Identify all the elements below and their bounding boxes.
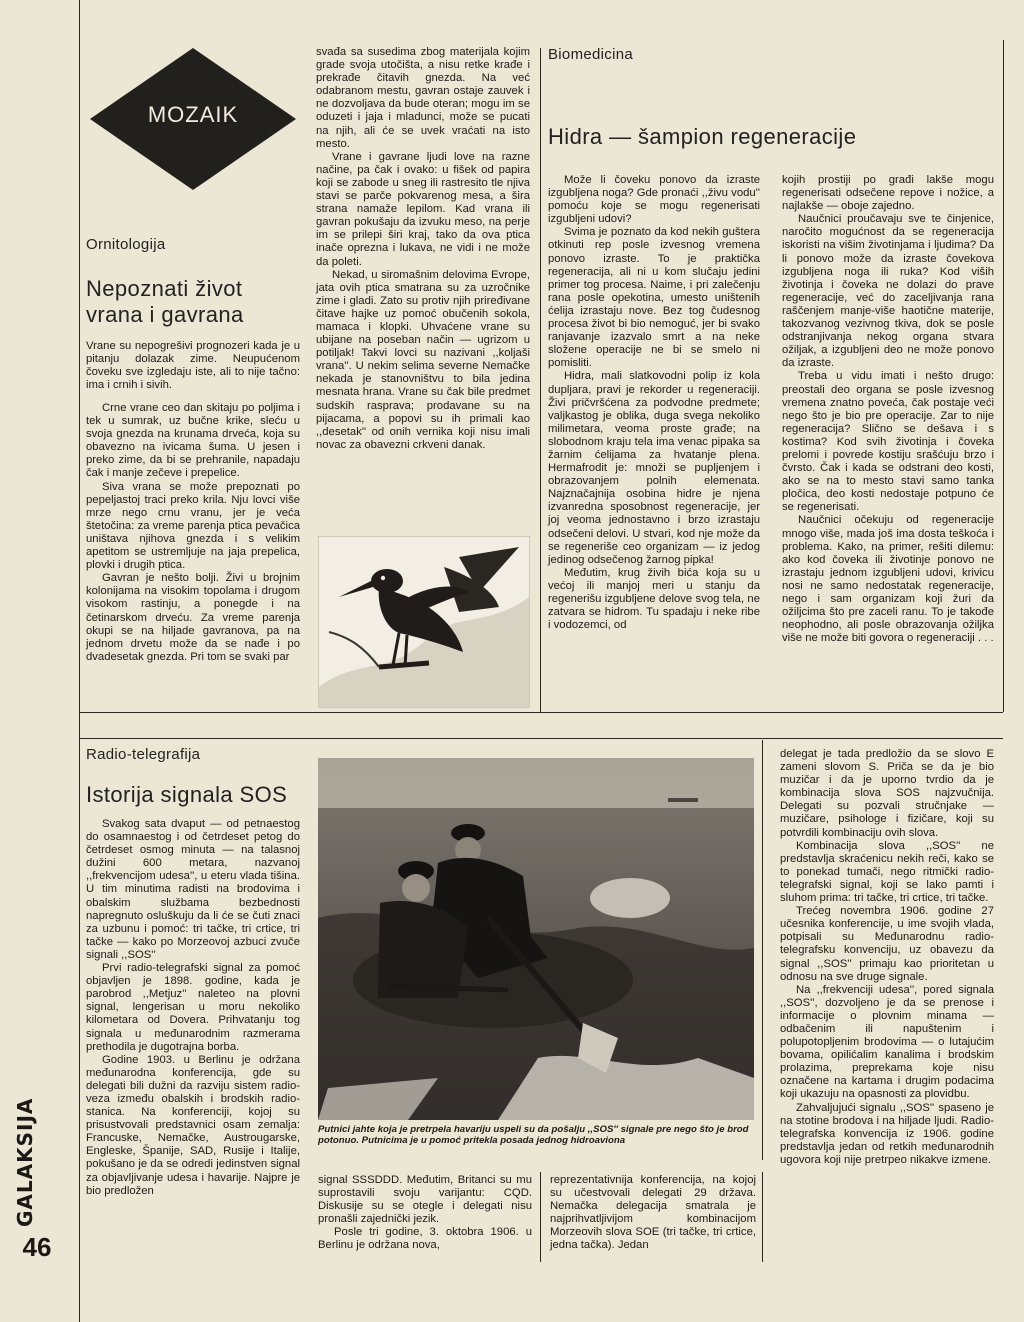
art3-col3 xyxy=(550,1174,756,1253)
art3-col4-p3: Trećeg novembra 1906. godine 27 učesnika konferencije, u ime svojih vlada, potpisali su Međunarodnu radio-telegrafsku konvenciju, uz obavezu da signal ,,SOS'' primaju kao prioritetan u odnosu na sve druge signale. xyxy=(780,905,994,983)
column-divider-bottom-2 xyxy=(762,1172,763,1262)
art1-col1-p3: Gavran je nešto bolji. Živi u brojnim kolonijama na visokim topolama i drugom visokom rastinju, a ponegde i na četinarskom drveću. Za vreme parenja okupi se na hiljade gavranova, pa na jednom drvetu može da se nađe i po dvadesetak gnezda. Pri tom se svaki par xyxy=(86,572,300,663)
magazine-name: GALAKSIJA xyxy=(13,1097,37,1227)
art3-col1-p3: Godine 1903. u Berlinu je održana međunarodna konferencija, gde su delegati bili dužni da razviju sistem radio-veza između obalskih i brodskih radio-stanica. Na konferenciji, kojoj su prisustvovali predstavnici osam zemalja: Francuske, Nemačke, Austrougarske, Engleske, Španije, SAD, Rusije i Italije, pokušano je da se odredi jedinstven signal za objavljivanje udesa i havarije. Najpre je bio predložen xyxy=(86,1053,300,1197)
left-margin-rule xyxy=(79,0,80,1322)
column-divider-right xyxy=(762,740,763,1160)
art3-section: Radio-telegrafija xyxy=(86,746,201,763)
horizontal-rule-upper xyxy=(79,712,1003,713)
art2-title: Hidra — šampion regeneracije xyxy=(548,124,857,149)
art1-title-line2: vrana i gavrana xyxy=(86,302,244,327)
art2-col2-p3: Treba u vidu imati i nešto drugo: preostali deo organa se posle izvesnog vremena znatno poveća, čak postaje veći nego što je bio pre operacije. Zar to nije regeneracija? Slično se dešava i s kostima? Kod svih životinja i čoveka prelomi i povrede kostiju srašćuju brzo i čvrsto. Čak i kada se odstrani deo kosti, ako se na to mesto stavi samo tanka pločica, deo kosti nedostaje potpuno će se regenerisati. xyxy=(782,370,994,514)
photo-caption: Putnici jahte koja je pretrpela havariju uspeli su da pošalju ,,SOS'' signale pre nego što je brod potonuo. Putnicima je u pomoć pritekla posada jednog hidroaviona xyxy=(318,1124,749,1147)
art1-col2-p2: Vrane i gavrane ljudi love na razne načine, pa čak i ovako: u fišek od papira koji se zabode u sneg ili rastresito tle njiva stavi se parče pokvarenog mesa, a šira strana namaže lepilom. Kad vrana ili gavran pokušaju da izvuku meso, na perje im se prilepi širi kraj, tako da ova ptica inače oprezna i lukava, ne vidi i ne može da poleti. xyxy=(316,150,530,268)
art2-col1-p3: Hidra, mali slatkovodni polip iz kola dupljara, pravi je rekorder u regeneraciji. Živi pričvršćena za podvodne predmete; valjkastog je oblika, duga svega nekoliko milimetara, veoma proste građe; na slobodnom kraju tela ima venac pipaka sa žarnim ćelijama za hvatanje plena. Hermafrodit je: množi se pupljenjem i obrazovanjem polnih elemenata. Najznačajnija osobina hidre je njena izvanredna sposobnost regeneracije, jer joj veoma jednostavno i brzo izrastaju odsečeni delovi. U stvari, kod nje može da se regeneriše ceo organizam — iz jedog jedinog odsečenog žarnog pipka! xyxy=(548,370,760,566)
art1-lede: Vrane su nepogrešivi prognozeri kada je u pitanju dolazak zime. Neupućenom čoveku sve izgledaju iste, ali to nije tačno: ima i crnih i sivih. xyxy=(86,340,300,392)
art1-col2-p3: Nekad, u siromašnim delovima Evrope, jata ovih ptica smatrana su za uzročnike zime i gladi. Zato su protiv njih priređivane čitave hajke uz pomoć obučenih sokola, mamaca i klopki. Uhvaćene vrane su ubijane na poseban način — ugrizom u potiljak! Takvi lovci su nazivani ,,koljaši vrana''. U nekim selima severne Nemačke nekada je stanovništvu to bila jedina mesnata hrana. Vrane su čak bile predmet sudskih rasprava; prodavane su na pijacama, a popovi su ih primali kao ,,desetak'' od onih vernika koji nisu imali novac za obavezni crkveni danak. xyxy=(316,268,530,451)
art1-col1 xyxy=(86,402,300,664)
crow-illustration xyxy=(318,536,530,708)
art1-col1-p1: Crne vrane ceo dan skitaju po poljima i tek u sumrak, uz bučne krike, sleću u svoja gnezda na krunama drveća, koja su obavezno na ivicama šuma. U jesen i preko zime, da bi se prehranile, napadaju čak i manje zečeve i prepelice. xyxy=(86,402,300,480)
art2-col1 xyxy=(548,174,760,632)
column-divider-top xyxy=(540,48,541,712)
art3-col1-p2: Prvi radio-telegrafski signal za pomoć objavljen je 1898. godine, kada je parobrod ,,Metjuz'' naleteo na plovni signal, lengerisan u moru nekoliko kilometara od Dovera. Prihvatanju tog signala u međunarodnim razmerama prethodila je dugotrajna borba. xyxy=(86,962,300,1053)
art2-col1-p1: Može li čoveku ponovo da izraste izgubljena noga? Gde pronaći ,,živu vodu'' pomoću koje se mogu regenerisati izgubljeni udovi? xyxy=(548,174,760,226)
art3-col1 xyxy=(86,818,300,1198)
art2-col2-p1: kojih prostiji po građi lakše mogu regenerisati odsečene repove i nožice, a najlakše — oboje zajedno. xyxy=(782,174,994,213)
art3-title: Istorija signala SOS xyxy=(86,782,288,807)
art1-col2 xyxy=(316,46,530,452)
art3-col2-p2: Posle tri godine, 3. oktobra 1906. u Berlinu je održana nova, xyxy=(318,1226,532,1252)
art3-col2-p1: signal SSSDDD. Međutim, Britanci su mu suprostavili svoju varijantu: CQD. Diskusije su se otegle i delegati nisu pronašli zajednički jezik. xyxy=(318,1174,532,1226)
art1-col1-p2: Siva vrana se može prepoznati po pepeljastoj traci preko krila. Nju lovci više mrze nego crnu vranu, jer je veća štetočina: za vreme parenja ptica pevačica uništava njihova gnezda i s velikim apetitom se ustremljuje na jaja prepelica, plovki i drugih ptica. xyxy=(86,480,300,572)
rescue-photo xyxy=(318,758,754,1120)
art3-col4-p5: Zahvaljujući signalu ,,SOS'' spaseno je na stotine brodova i na hiljade ljudi. Radio-telegrafska konvencija iz 1906. godine predstavlja jedan od retkih međunarodnih ugovora koji nije pretrpeo nikakve izmene. xyxy=(780,1101,994,1166)
page-number: 46 xyxy=(22,1232,52,1262)
art3-col4 xyxy=(780,748,994,1167)
art3-col2 xyxy=(318,1174,532,1253)
art1-title xyxy=(86,276,244,328)
art2-section: Biomedicina xyxy=(548,46,634,63)
art2-col2-p2: Naučnici proučavaju sve te činjenice, naročito mogućnost da se regeneracija iskoristi na višim životinjama i ljudima? Da li ponovo može da izraste čovekova izgubljena noga ili ruka? Kod viših životinja i čoveka ne dolazi do prave regeneracije, već do zaceljivanja rana raščenjem manje-više haotične materije, takozvanog vezivnog tkiva, dok se posle odstranjivanja nekog organa stvara ožiljak, a izgubljeni deo ne može ponovo da izraste. xyxy=(782,213,994,370)
art2-col1-p2: Svima je poznato da kod nekih guštera otkinuti rep posle izvesnog vremena ponovo izraste. To je praktička regeneracija, ali ni u kom slučaju jedini primer tog procesa. Naime, i pri zalečenju rana posle opekotina, umesto uništenih ćelija izrastaju nove. Bez tog čudesnog procesa život bi bio nemoguć, jer bi svako ranjavanje izazvalo smrt a na neke složene operacije ne bi se smelo ni pomisliti. xyxy=(548,226,760,370)
art2-col1-p4: Međutim, krug živih bića koja su u većoj ili manjoj meri u stanju da regenerišu izgubljene delove svog tela, ne zatvara se hidrom. Tu spadaju i neke ribe i vodozemci, od xyxy=(548,566,760,632)
art1-section: Ornitologija xyxy=(86,236,166,253)
horizontal-rule-lower xyxy=(79,738,1003,739)
art3-col4-p4: Na ,,frekvenciji udesa'', pored signala ,,SOS'', dozvoljeno je da se prenose i informacije o plovnim minama — odbačenim ili napuštenim i polupotopljenim brodovima — o lutajućim bovama, opilićalim kanalima i brodskim prolazima, preprekama koje nisu označene na kartama i drugim podacima koji ukazuju na opasnosti za plovidbu. xyxy=(780,983,994,1101)
column-divider-bottom xyxy=(540,1172,541,1262)
art3-col3-p1: reprezentativnija konferencija, na kojoj su učestvovali delegati 29 država. Nemačka delegacija smatrala je najprihvatljivijom kombinacijom Morzeovih slova SOE (tri tačke, tri crtice, jedna tačka). Jedan xyxy=(550,1174,756,1252)
art1-title-line1: Nepoznati život xyxy=(86,276,243,301)
art3-col4-p1: delegat je tada predložio da se slovo E zameni slovom S. Priča se da je bio muzičar i da je uporno tvrdio da je kombinacija slova SOS najzvučnija. Delegati su pozvali stručnjake — muzičare, psihologe i fizičare, koji su potvrdili kombinaciju ovih slova. xyxy=(780,748,994,839)
art3-col1-p1: Svakog sata dvaput — od petnaestog do osamnaestog i od četrdeset petog do četrdeset osmog minuta — na talasnoj dužini 600 metara, nazvanoj ,,frekvencijom udesa'', u eteru vlada tišina. U tim minutima radisti na brodovima i obalskim službama bezbednosti napregnuto osluškuju da li će se čuti znaci za uzbunu i pomoć: tri tačke, tri crtice, tri tačke — kako po Morzeovoj azbuci zvuče signali ,,SOS'' xyxy=(86,818,300,961)
mozaik-badge xyxy=(88,46,298,192)
art2-col2-p4: Naučnici očekuju od regeneracije mnogo više, mada još ima dosta teškoća i problema. Kako, na primer, rešiti dilemu: ako kod čoveka ili životinje ponovo ne izrastaju jednom izgubljeni udovi, krivicu nosi ne samo nedostatak regeneracije, nego i sam organizam koji žuri da ožiljcima što pre zaceli ranu. To je takođe neophodno, ali posle obrazovanja ožiljka više ne može biti govora o regeneraciji . . . xyxy=(782,514,994,645)
art2-col2 xyxy=(782,174,994,645)
right-margin-rule xyxy=(1003,40,1004,712)
mozaik-label: MOZAIK xyxy=(147,102,239,127)
art1-col2-p1: svađa sa susedima zbog materijala kojim grade svoja utočišta, a nisu retke krađe i prekrađe čitavih gnezda. Na već odabranom mestu, gavran ostaje zauvek i ne dozvoljava da bude oteran; mogu im se oduzeti i jaja i mladunci, može se pucati na njih, ali će se uvek vraćati na isto mesto. xyxy=(316,46,530,150)
magazine-logo xyxy=(13,1097,39,1227)
art3-col4-p2: Kombinacija slova ,,SOS'' ne predstavlja skraćenicu nekih reči, kako se to ponekad tumači, nego ritmički radio-telegrafski signal, koji se lako pamti i sluhom prima: tri tačke, tri crtice, tri tačke. xyxy=(780,839,994,905)
